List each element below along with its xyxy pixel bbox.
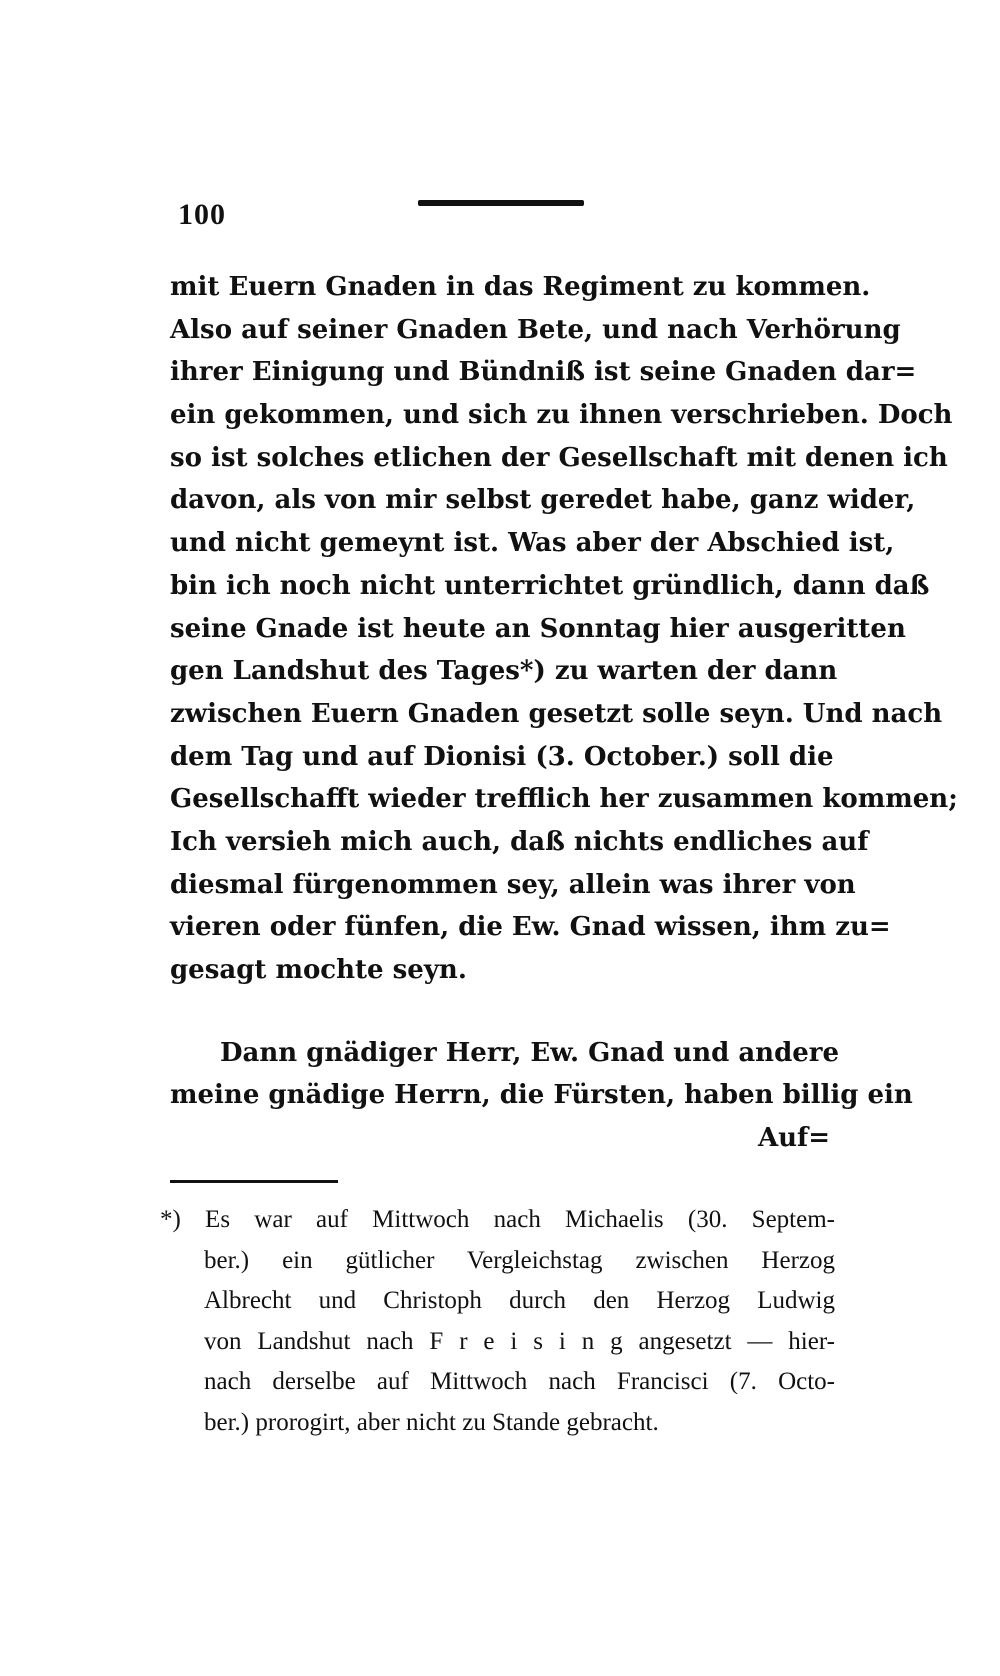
footnote-line: nach derselbe auf Mittwoch nach Francisci (7. Octo-: [204, 1368, 835, 1395]
text-line: gen Landshut des Tages*) zu warten der dann: [170, 656, 838, 687]
footnote: [160, 1200, 835, 1443]
text-line: ihrer Einigung und Bündniß ist seine Gnaden dar=: [170, 357, 917, 388]
footnote-line: *) Es war auf Mittwoch nach Michaelis (30. Septem-: [160, 1206, 835, 1233]
text-line: so ist solches etlichen der Gesellschaft mit denen ich: [170, 442, 948, 473]
text-line: bin ich noch nicht unterrichtet gründlich, dann daß: [170, 570, 930, 601]
text-line: ein gekommen, und sich zu ihnen verschrieben. Doch: [170, 400, 953, 431]
text-line: Dann gnädiger Herr, Ew. Gnad und andere: [220, 1037, 840, 1068]
header-rule: [418, 200, 584, 206]
text-line: Also auf seiner Gnaden Bete, und nach Verhörung: [170, 314, 901, 345]
text-line: Gesellschafft wieder trefflich her zusammen kommen;: [170, 784, 958, 815]
text-line: davon, als von mir selbst geredet habe, ganz wider,: [170, 485, 916, 516]
footnote-line: Albrecht und Christoph durch den Herzog Ludwig: [204, 1287, 835, 1314]
footnote-line: von Landshut nach F r e i s i n g angesetzt — hier-: [204, 1327, 835, 1355]
footnote-line: ber.) ein gütlicher Vergleichstag zwischen Herzog: [204, 1246, 835, 1274]
text-line: diesmal fürgenommen sey, allein was ihrer von: [170, 869, 856, 900]
catchword: Auf=: [757, 1123, 830, 1154]
text-line: zwischen Euern Gnaden gesetzt solle seyn. Und nach: [170, 698, 943, 729]
footnote-rule: [170, 1180, 338, 1183]
text-line: und nicht gemeynt ist. Was aber der Abschied ist,: [170, 528, 895, 559]
text-line: meine gnädige Herrn, die Fürsten, haben billig ein: [170, 1080, 913, 1111]
text-line: seine Gnade ist heute an Sonntag hier ausgeritten: [170, 613, 906, 644]
text-line: mit Euern Gnaden in das Regiment zu kommen.: [170, 272, 871, 302]
page-number: 100: [178, 198, 226, 231]
paragraph-gap: [170, 992, 830, 1032]
footnote-line: ber.) prorogirt, aber nicht zu Stande gebracht.: [204, 1408, 659, 1436]
text-line: dem Tag und auf Dionisi (3. October.) soll die: [170, 741, 834, 772]
text-line: gesagt mochte seyn.: [170, 955, 467, 985]
text-line: vieren oder fünfen, die Ew. Gnad wissen, ihm zu=: [170, 912, 891, 943]
main-text: [170, 266, 958, 1160]
text-line: Ich versieh mich auch, daß nichts endliches auf: [170, 826, 869, 857]
